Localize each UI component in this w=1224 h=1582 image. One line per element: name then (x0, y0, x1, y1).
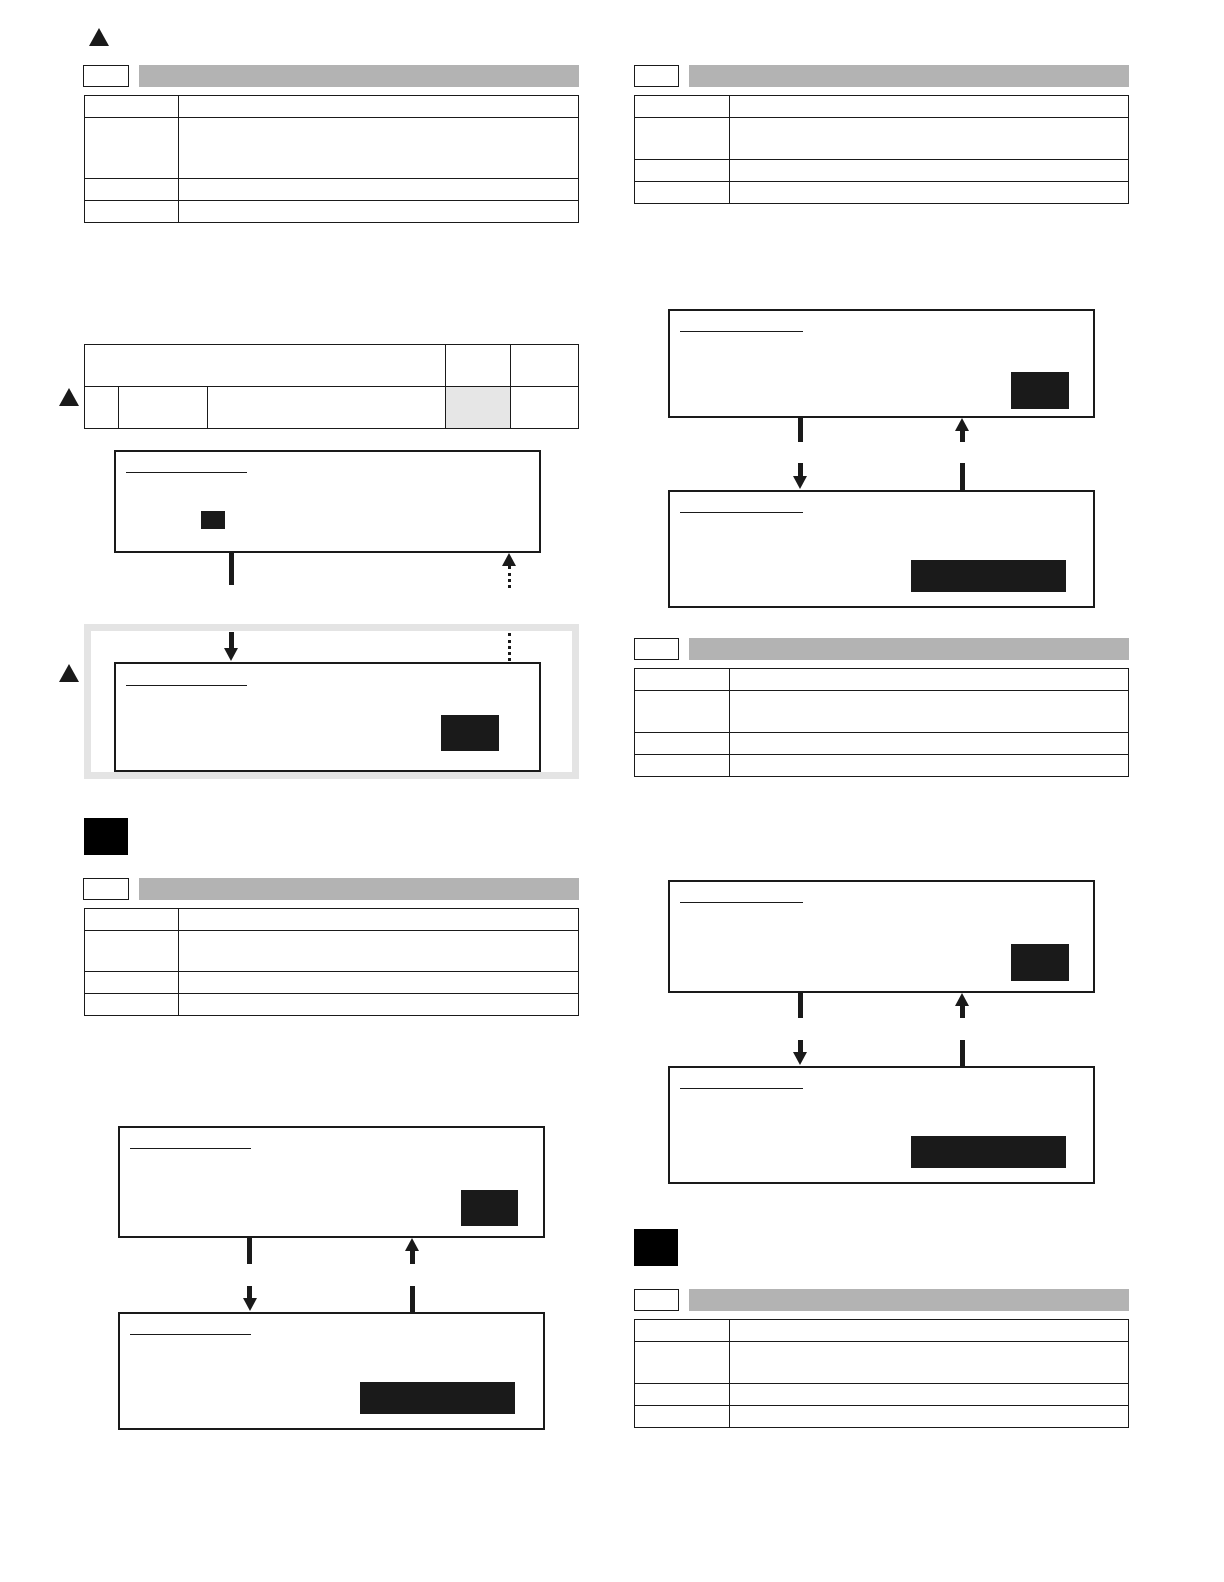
lcd-screen (114, 450, 541, 553)
item-code-box (634, 65, 679, 87)
item-code-box (634, 638, 679, 660)
dotted-flow-line (508, 633, 511, 661)
section-marker-block (84, 818, 128, 855)
spec-label-cell (635, 691, 730, 733)
section-marker-block (634, 1229, 678, 1266)
arrow-up-icon (502, 553, 516, 566)
item-header-bar (139, 878, 579, 900)
settings-grid-table (84, 344, 579, 429)
spec-table (84, 95, 579, 223)
screen-title-underline (126, 685, 247, 686)
flow-line (960, 463, 965, 490)
spec-table (634, 1319, 1129, 1428)
arrow-down-icon (224, 648, 238, 661)
spec-value-cell (730, 160, 1129, 182)
spec-table (84, 908, 579, 1016)
dotted-flow-line (508, 566, 511, 588)
item-header-bar (689, 65, 1129, 87)
screen-title-underline (130, 1334, 251, 1335)
spec-label-cell (635, 96, 730, 118)
spec-value-cell (730, 96, 1129, 118)
selected-option-highlight (360, 1382, 515, 1414)
screen-title-underline (126, 472, 247, 473)
spec-value-cell (179, 96, 579, 118)
spec-value-cell (730, 1406, 1129, 1428)
grid-header-cell (85, 345, 446, 387)
spec-label-cell (635, 1406, 730, 1428)
spec-value-cell (730, 691, 1129, 733)
screen-title-underline (130, 1148, 251, 1149)
spec-value-cell (730, 1342, 1129, 1384)
spec-label-cell (85, 179, 179, 201)
spec-value-cell (179, 118, 579, 179)
grid-header-cell (446, 345, 511, 387)
spec-label-cell (635, 160, 730, 182)
spec-label-cell (635, 1384, 730, 1406)
spec-table (634, 95, 1129, 204)
spec-label-cell (85, 972, 179, 994)
spec-label-cell (635, 755, 730, 777)
spec-label-cell (85, 994, 179, 1016)
flow-line (247, 1238, 252, 1264)
screen-title-underline (680, 1088, 803, 1089)
spec-label-cell (635, 669, 730, 691)
spec-value-cell (730, 182, 1129, 204)
revision-triangle-icon (59, 664, 79, 682)
spec-label-cell (85, 909, 179, 931)
item-header-bar (689, 638, 1129, 660)
spec-label-cell (635, 1342, 730, 1384)
lcd-screen (668, 490, 1095, 608)
flow-line (798, 463, 803, 477)
grid-cell (511, 387, 579, 429)
spec-label-cell (85, 96, 179, 118)
lcd-screen (118, 1126, 545, 1238)
selected-option-highlight (911, 1136, 1066, 1168)
spec-value-cell (179, 931, 579, 972)
arrow-down-icon (243, 1298, 257, 1311)
selected-key-highlight (461, 1190, 518, 1226)
lcd-screen (668, 1066, 1095, 1184)
lcd-screen (114, 662, 541, 772)
item-code-box (634, 1289, 679, 1311)
item-code-box (83, 878, 129, 900)
grid-cell (85, 387, 119, 429)
selected-key-highlight (441, 715, 499, 751)
spec-label-cell (635, 182, 730, 204)
spec-label-cell (635, 733, 730, 755)
flow-line (229, 553, 234, 585)
screen-title-underline (680, 331, 803, 332)
spec-value-cell (730, 733, 1129, 755)
spec-label-cell (85, 118, 179, 179)
grid-header-cell (511, 345, 579, 387)
spec-value-cell (179, 972, 579, 994)
flow-line (960, 1005, 965, 1018)
flow-line (410, 1250, 415, 1264)
item-header-bar (139, 65, 579, 87)
revision-triangle-icon (89, 28, 109, 46)
lcd-screen (668, 309, 1095, 418)
spec-label-cell (635, 118, 730, 160)
flow-line (410, 1286, 415, 1312)
cursor-highlight (201, 511, 225, 529)
flow-line (960, 1040, 965, 1066)
item-code-box (83, 65, 129, 87)
spec-value-cell (179, 201, 579, 223)
screen-title-underline (680, 902, 803, 903)
flow-line (960, 430, 965, 442)
spec-value-cell (730, 669, 1129, 691)
spec-label-cell (85, 931, 179, 972)
spec-value-cell (179, 909, 579, 931)
arrow-down-icon (793, 1052, 807, 1065)
spec-value-cell (179, 994, 579, 1016)
spec-value-cell (730, 755, 1129, 777)
spec-label-cell (635, 1320, 730, 1342)
spec-table (634, 668, 1129, 777)
screen-title-underline (680, 512, 803, 513)
spec-value-cell (730, 1320, 1129, 1342)
spec-value-cell (179, 179, 579, 201)
lcd-screen (668, 880, 1095, 993)
selected-key-highlight (1011, 372, 1069, 409)
spec-value-cell (730, 1384, 1129, 1406)
selected-key-highlight (1011, 944, 1069, 981)
flow-line (798, 993, 803, 1018)
revision-triangle-icon (59, 388, 79, 406)
grid-highlight-cell (446, 387, 511, 429)
flow-line (798, 418, 803, 442)
item-header-bar (689, 1289, 1129, 1311)
selected-option-highlight (911, 560, 1066, 592)
grid-cell (208, 387, 446, 429)
arrow-down-icon (793, 476, 807, 489)
grid-cell (119, 387, 208, 429)
spec-value-cell (730, 118, 1129, 160)
spec-label-cell (85, 201, 179, 223)
lcd-screen (118, 1312, 545, 1430)
